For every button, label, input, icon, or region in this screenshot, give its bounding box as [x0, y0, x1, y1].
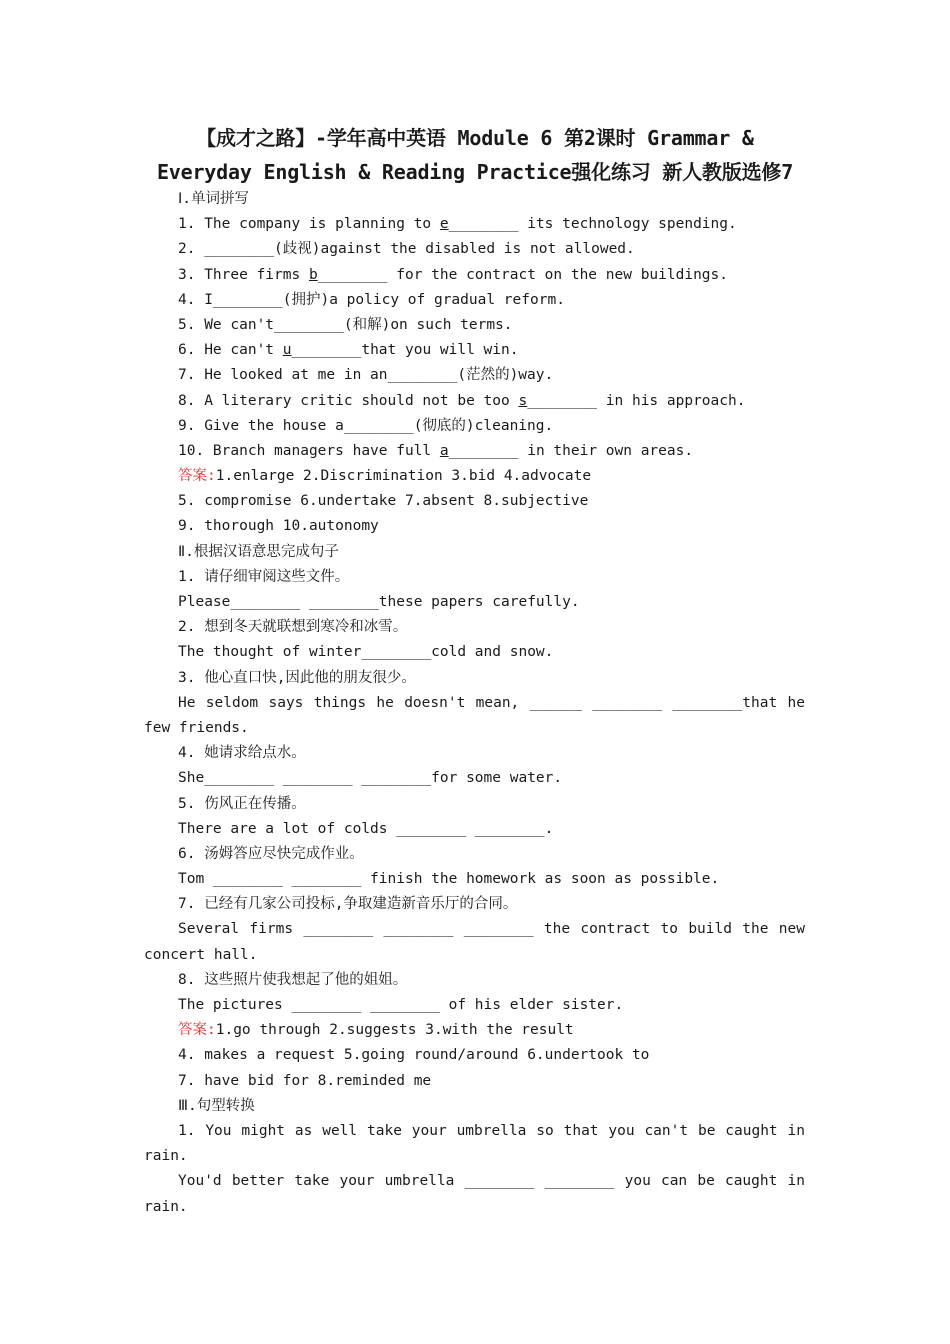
hint-letter: e	[439, 216, 449, 233]
text-line	[0, 540, 950, 565]
text-line	[0, 590, 950, 615]
line-text: concert hall.	[144, 946, 258, 963]
line-text: 6. He can't	[178, 342, 283, 359]
hint-letter: u	[282, 342, 292, 359]
line-text: 5. We can't________(和解)on such terms.	[178, 316, 513, 333]
line-text: ________that you will win.	[291, 342, 519, 359]
text-line	[0, 792, 950, 817]
line-text: You'd better take your umbrella ________ ________ you can be caught in	[178, 1173, 805, 1190]
text-line	[0, 489, 950, 514]
line-text: 7. 已经有几家公司投标,争取建造新音乐厅的合同。	[178, 896, 518, 913]
text-line	[0, 640, 950, 665]
line-text: 5. 伤风正在传播。	[178, 795, 306, 812]
line-text: ________ its technology spending.	[448, 216, 737, 233]
text-line	[0, 993, 950, 1018]
document-title	[120, 121, 830, 189]
text-line	[0, 691, 950, 716]
answer-line	[0, 464, 950, 489]
line-text: The thought of winter________cold and snow.	[178, 644, 554, 661]
text-line	[0, 439, 950, 464]
line-text: 8. 这些照片使我想起了他的姐姐。	[178, 971, 408, 988]
line-text: 9. thorough 10.autonomy	[178, 518, 379, 535]
text-line	[0, 943, 950, 968]
line-text: Ⅲ.句型转换	[178, 1097, 255, 1114]
answer-label: 答案:	[178, 1022, 216, 1039]
answer-label: 答案:	[178, 468, 216, 485]
line-text: There are a lot of colds ________ ________.	[178, 820, 554, 837]
text-line	[0, 212, 950, 237]
text-line	[0, 817, 950, 842]
line-text: 9. Give the house a________(彻底的)cleaning.	[178, 417, 554, 434]
line-text: ________ in his approach.	[527, 392, 746, 409]
text-line	[0, 237, 950, 262]
text-line	[0, 867, 950, 892]
text-line	[0, 766, 950, 791]
text-line	[0, 363, 950, 388]
line-text: rain.	[144, 1148, 188, 1165]
line-text: 7. have bid for 8.reminded me	[178, 1072, 432, 1089]
title-line-1: 【成才之路】-学年高中英语 Module 6 第2课时 Grammar &	[196, 126, 754, 150]
line-text: 3. Three firms	[178, 266, 309, 283]
text-line	[0, 892, 950, 917]
text-line	[0, 716, 950, 741]
line-text: 4. makes a request 5.going round/around 6.undertook to	[178, 1047, 650, 1064]
line-text: Ⅱ.根据汉语意思完成句子	[178, 543, 339, 560]
line-text: He seldom says things he doesn't mean, ______ ________ ________that he	[178, 694, 805, 711]
line-text: ________ in their own areas.	[448, 442, 694, 459]
text-line	[0, 187, 950, 212]
line-text: 2. 想到冬天就联想到寒冷和冰雪。	[178, 619, 408, 636]
line-text: Tom ________ ________ finish the homework as soon as possible.	[178, 871, 720, 888]
text-line	[0, 968, 950, 993]
text-line	[0, 1069, 950, 1094]
line-text: 1. The company is planning to	[178, 216, 440, 233]
text-line	[0, 917, 950, 942]
text-line	[0, 338, 950, 363]
hint-letter: s	[518, 392, 528, 409]
text-line	[0, 1195, 950, 1220]
text-line	[0, 414, 950, 439]
line-text: Several firms ________ ________ ________ the contract to build the new	[178, 921, 805, 938]
line-text: few friends.	[144, 719, 249, 736]
hint-letter: b	[308, 266, 318, 283]
line-text: 4. I________(拥护)a policy of gradual reform.	[178, 291, 565, 308]
line-text: 1. You might as well take your umbrella so that you can't be caught in	[178, 1122, 805, 1139]
line-text: Please________ ________these papers carefully.	[178, 594, 580, 610]
text-line	[0, 1144, 950, 1169]
line-text: The pictures ________ ________ of his elder sister.	[178, 997, 624, 1013]
text-line	[0, 1094, 950, 1119]
text-line	[0, 842, 950, 867]
text-line	[0, 313, 950, 338]
line-text: rain.	[144, 1198, 188, 1215]
hint-letter: a	[439, 442, 449, 459]
line-text: 7. He looked at me in an________(茫然的)way.	[178, 367, 554, 384]
line-text: 8. A literary critic should not be too	[178, 392, 519, 409]
text-line	[0, 1119, 950, 1144]
answer-line	[0, 1018, 950, 1043]
line-text: 6. 汤姆答应尽快完成作业。	[178, 845, 364, 862]
text-line	[0, 514, 950, 539]
line-text: 1.go through 2.suggests 3.with the result	[215, 1022, 574, 1039]
line-text: 3. 他心直口快,因此他的朋友很少。	[178, 669, 416, 686]
text-line	[0, 565, 950, 590]
line-text: 4. 她请求给点水。	[178, 745, 306, 762]
text-line	[0, 389, 950, 414]
line-text: She________ ________ ________for some water.	[178, 770, 563, 787]
line-text: ________ for the contract on the new buildings.	[317, 266, 728, 283]
exercise-content	[0, 187, 950, 1220]
line-text: 1.enlarge 2.Discrimination 3.bid 4.advocate	[215, 468, 592, 485]
text-line	[0, 615, 950, 640]
line-text: 10. Branch managers have full	[178, 442, 440, 459]
text-line	[0, 1043, 950, 1068]
line-text: 2. ________(歧视)against the disabled is not allowed.	[178, 241, 635, 258]
text-line	[0, 666, 950, 691]
text-line	[0, 263, 950, 288]
line-text: Ⅰ.单词拼写	[178, 191, 250, 207]
title-line-2: Everyday English & Reading Practice强化练习 新人教版选修7	[156, 160, 794, 184]
line-text: 5. compromise 6.undertake 7.absent 8.subjective	[178, 493, 589, 510]
text-line	[0, 741, 950, 766]
text-line	[0, 1169, 950, 1194]
text-line	[0, 288, 950, 313]
line-text: 1. 请仔细审阅这些文件。	[178, 568, 350, 585]
